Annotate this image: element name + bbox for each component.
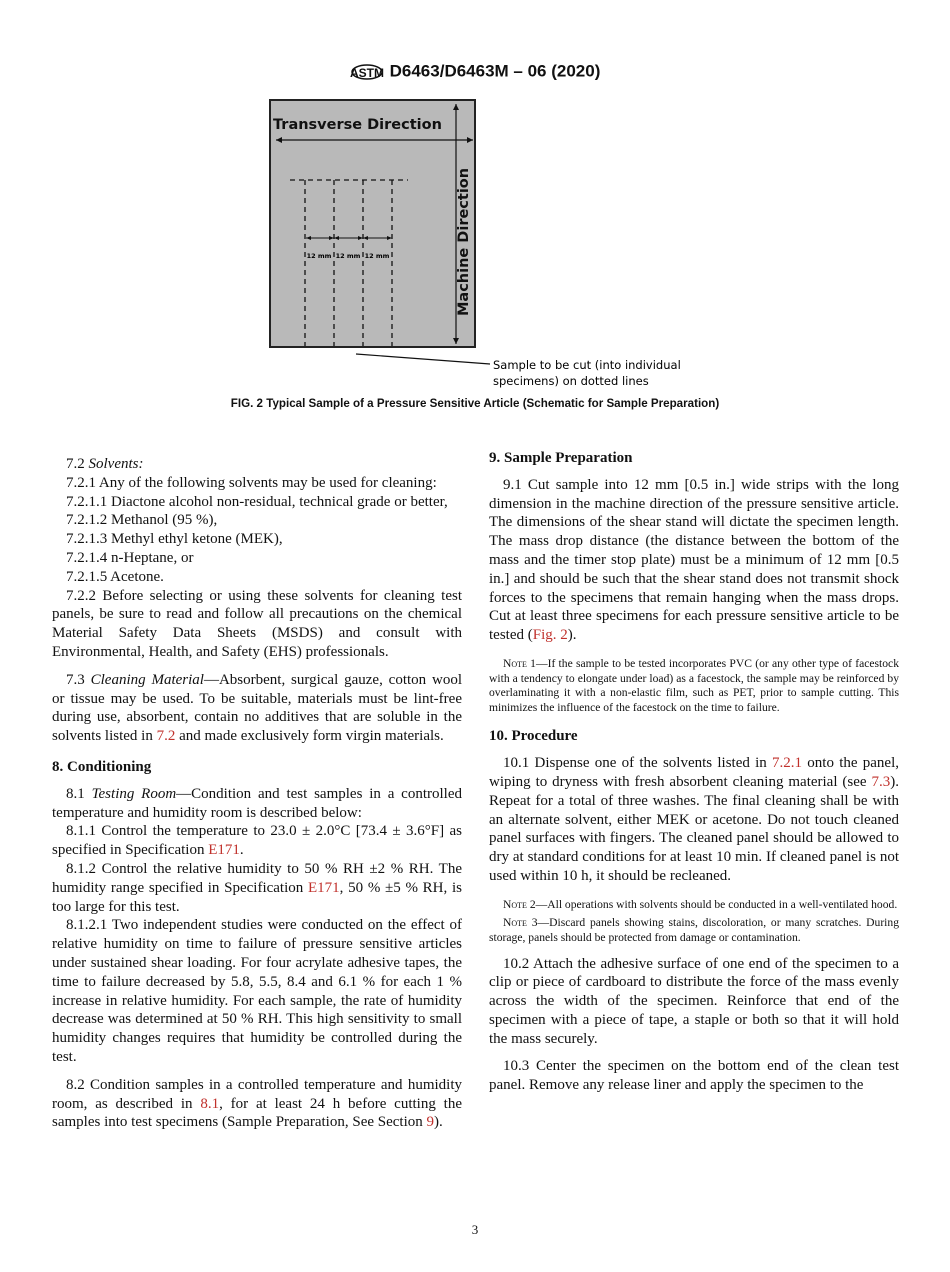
paragraph-8-1-2-1: 8.1.2.1 Two independent studies were conducted on the effect of relative humidity on time to failure of pressure sensitive articles under sustained shear loading. For four acrylate adhesive tapes, the time to failure decreased by 5.8, 5.5, 8.4 and 6.1 % for each 1 % increase in relative humidity. For each sample, the rate of humidity decrease was determined at 50 % RH. This high sensitivity to small humidity changes requires that humidity be controlled during the test. [52, 917, 462, 1065]
note-1 [489, 657, 899, 715]
heading-procedure: 10. Procedure [489, 728, 578, 745]
heading-sample-preparation: 9. Sample Preparation [489, 450, 633, 466]
text: —Condition and test samples in a controlled temperature and humidity room is described below: [52, 785, 462, 821]
note-text: —Discard panels showing stains, discoloration, or many scratches. During storage, panels should be protected from damage or contamination. [489, 916, 899, 944]
paragraph-8-1 [52, 785, 462, 823]
dimension-label: 12 mm [335, 252, 361, 260]
text: ). Repeat for a total of three washes. The final cleaning shall be with an alternate solvent, either MEK or acetone. Do not touch cleaned panel surfaces with fingers. The cleaned panel should be allowed to dry at standard conditions for at least 10 min. If cleaned panel is not used within 10 h, it should be recleaned. [489, 773, 899, 884]
paragraph-7-2-1-2: 7.2.1.2 Methanol (95 %), [66, 512, 218, 529]
link-7-2-1[interactable]: 7.2.1 [772, 755, 803, 772]
page-header [0, 58, 950, 86]
machine-direction-label: Machine Direction [456, 167, 472, 316]
text: 9.1 Cut sample into 12 mm [0.5 in.] wide strips with the long dimension in the machine direction of the pressure sensitive article. The dimensions of the shear stand will dictate the specimen length. The mass drop distance (the distance between the bottom of the mass and the timer stop plate) must be a minimum of 12 mm [0.5 in.] and should be such that the shear stand does not transmit shock forces to the specimens that remain hanging when the mass drops. Cut at least three specimens for each pressure sensitive article to be tested ( [489, 476, 899, 644]
paragraph-7-2-1: 7.2.1 Any of the following solvents may be used for cleaning: [66, 474, 437, 491]
left-column [52, 455, 462, 1132]
svg-text:ASTM: ASTM [349, 66, 384, 80]
link-8-1[interactable]: 8.1 [200, 1095, 220, 1112]
transverse-direction-label: Transverse Direction [273, 117, 442, 133]
note-label: Note 1 [503, 656, 536, 670]
link-7-3[interactable]: 7.3 [871, 773, 891, 790]
right-column [489, 449, 899, 1095]
text: . [239, 842, 244, 859]
link-7-2[interactable]: 7.2 [156, 728, 176, 745]
standard-designation: D6463/D6463M – 06 (2020) [389, 61, 601, 81]
callout-leader [356, 354, 490, 364]
link-e171[interactable]: E171 [307, 879, 340, 896]
section-number: 8.1 [66, 785, 92, 802]
text: and made exclusively form virgin materials. [175, 728, 444, 745]
text: 8.1.2 Control the relative humidity to 50 % RH ±2 % RH. The humidity range specified in Specification [52, 860, 462, 896]
paragraph-7-3 [52, 671, 462, 746]
section-title: Solvents: [88, 456, 144, 472]
callout-text: specimens) on dotted lines [493, 374, 649, 388]
note-2 [489, 898, 899, 913]
text: , for at least 24 h before cutting the samples into test specimens (Sample Preparation, See Section [52, 1095, 462, 1131]
sample-sheet [270, 100, 475, 347]
note-label: Note 2 [503, 897, 536, 911]
note-text: —If the sample to be tested incorporates PVC (or any other type of facestock with a tendency to elongate under load) as a facestock, the sample may be reinforced by overlaminating it with a non-elastic film, such as PET, prior to sample cutting. This minimizes the influence of the facestock on the time to failure. [489, 656, 899, 714]
text: ). [434, 1114, 443, 1131]
paragraph-7-2-1-1: 7.2.1.1 Diactone alcohol non-residual, technical grade or better, [66, 493, 448, 510]
dimension-label: 12 mm [364, 252, 390, 260]
heading-conditioning: 8. Conditioning [52, 758, 152, 775]
callout-text: Sample to be cut (into individual [493, 358, 681, 372]
paragraph-7-2-1-4: 7.2.1.4 n-Heptane, or [66, 549, 194, 566]
paragraph-10-3: 10.3 Center the specimen on the bottom end of the clean test panel. Remove any release liner and apply the specimen to the [489, 1058, 899, 1094]
note-text: —All operations with solvents should be conducted in a well-ventilated hood. [535, 897, 898, 911]
link-section-9[interactable]: 9 [426, 1114, 435, 1131]
dimension-label: 12 mm [306, 252, 332, 260]
section-number: 7.2 [66, 456, 89, 472]
paragraph-7-2-1-3: 7.2.1.3 Methyl ethyl ketone (MEK), [66, 531, 283, 548]
paragraph-8-2 [52, 1076, 462, 1132]
section-number: 7.3 [66, 671, 91, 688]
paragraph-10-1 [489, 754, 899, 886]
paragraph-7-2-2: 7.2.2 Before selecting or using these solvents for cleaning test panels, be sure to read and follow all precautions on the chemical Material Safety Data Sheets (MSDS) and consult with Environmental, Health, and Safety (EHS) professionals. [52, 587, 462, 660]
paragraph-9-1 [489, 476, 899, 645]
section-title: Cleaning Material [90, 671, 204, 688]
text: , 50 % ±5 % RH, is too large for this test. [52, 879, 462, 915]
paragraph-7-2-1-5: 7.2.1.5 Acetone. [66, 568, 164, 585]
text: 10.1 Dispense one of the solvents listed in [503, 755, 773, 772]
figure-caption: FIG. 2 Typical Sample of a Pressure Sensitive Article (Schematic for Sample Preparation) [230, 397, 720, 410]
text: onto the panel, wiping to dryness with fresh absorbent cleaning material (see [489, 755, 899, 790]
page-number: 3 [471, 1222, 479, 1237]
link-e171[interactable]: E171 [208, 842, 240, 859]
link-fig-2[interactable]: Fig. 2 [532, 627, 568, 644]
text: 8.1.1 Control the temperature to 23.0 ± 2.0°C [73.4 ± 3.6°F] as specified in Specification [52, 823, 462, 859]
paragraph-10-2: 10.2 Attach the adhesive surface of one end of the specimen to a clip or piece of cardboard to distribute the force of the mass evenly across the width of the specimen. Reinforce that end of the specimen with a piece of tape, a staple or both so that it will hold the mass securely. [489, 955, 899, 1047]
text: ). [567, 627, 577, 644]
figure-2-diagram [268, 98, 688, 398]
paragraph-8-1-2 [52, 860, 462, 916]
text: —Absorbent, surgical gauze, cotton wool or tissue may be used. To be suitable, materials must be lint-free during use, absorbent, contain no additives that are soluble in the solvents listed in [52, 671, 463, 745]
text: 8.2 Condition samples in a controlled temperature and humidity room, as described in [52, 1076, 462, 1112]
note-3 [489, 916, 899, 945]
astm-logo-icon [350, 58, 384, 86]
note-label: Note 3 [503, 916, 538, 930]
paragraph-8-1-1 [52, 822, 462, 860]
section-title: Testing Room [91, 785, 177, 802]
paragraph-7-2 [52, 455, 462, 474]
